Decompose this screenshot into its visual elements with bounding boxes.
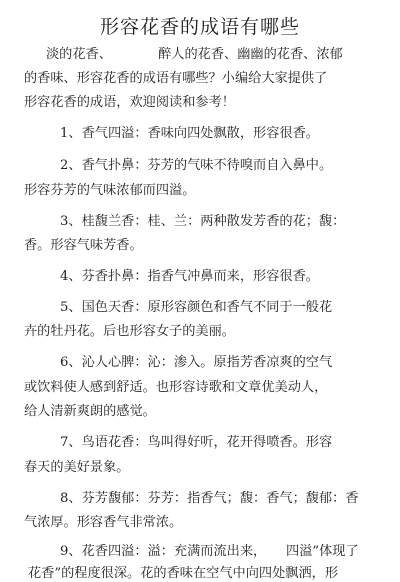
- body-line: 4、芬香扑鼻：指香气冲鼻而来，形容很香。: [60, 269, 319, 284]
- body-line: 香。形容气味芳香。: [24, 238, 143, 253]
- page-title: 形容花香的成语有哪些: [99, 16, 300, 38]
- body-line: 或饮料使人感到舒适。也形容诗歌和文章优美动人，: [24, 380, 328, 395]
- body-line: 1、香气四溢：香味向四处飘散，形容很香。: [60, 126, 319, 141]
- body-line: 春天的美好景象。: [24, 460, 130, 475]
- body-line: 7、鸟语花香：鸟叫得好听，花开得喷香。形容: [60, 435, 333, 450]
- body-line: 8、芬芳馥郁：芬芳：指香气；馥：香气；馥郁：香: [60, 491, 359, 506]
- body-line: 2、香气扑鼻：芬芳的气味不待嗅而自入鼻中。: [60, 158, 333, 173]
- body-line: 6、沁人心脾：沁：渗入。原指芳香凉爽的空气: [60, 355, 333, 370]
- body-line: 气浓厚。形容香气非常浓。: [24, 515, 183, 530]
- body-line: 5、国色天香：原形容颜色和香气不同于一般花: [60, 300, 333, 315]
- body-line: 9、花香四溢：溢：充满而流出来， 四溢”体现了: [60, 544, 359, 559]
- body-line: 形容芬芳的气味浓郁而四溢。: [24, 183, 196, 198]
- body-line: 卉的牡丹花。后也形容女子的美丽。: [24, 324, 235, 339]
- body-line: 形容花香的成语，欢迎阅读和参考！: [24, 95, 235, 110]
- body-line: 3、桂馥兰香：桂、兰：两种散发芳香的花；馥：: [60, 214, 346, 229]
- body-line: 给人清新爽朗的感觉。: [24, 404, 156, 419]
- body-line: 的香味、形容花香的成语有哪些？小编给大家提供了: [24, 71, 328, 86]
- body-line: 花香”的程度很深。花的香味在空气中向四处飘洒，形: [28, 566, 339, 581]
- body-line: 淡的花香、 醉人的花香、幽幽的花香、浓郁: [46, 47, 343, 62]
